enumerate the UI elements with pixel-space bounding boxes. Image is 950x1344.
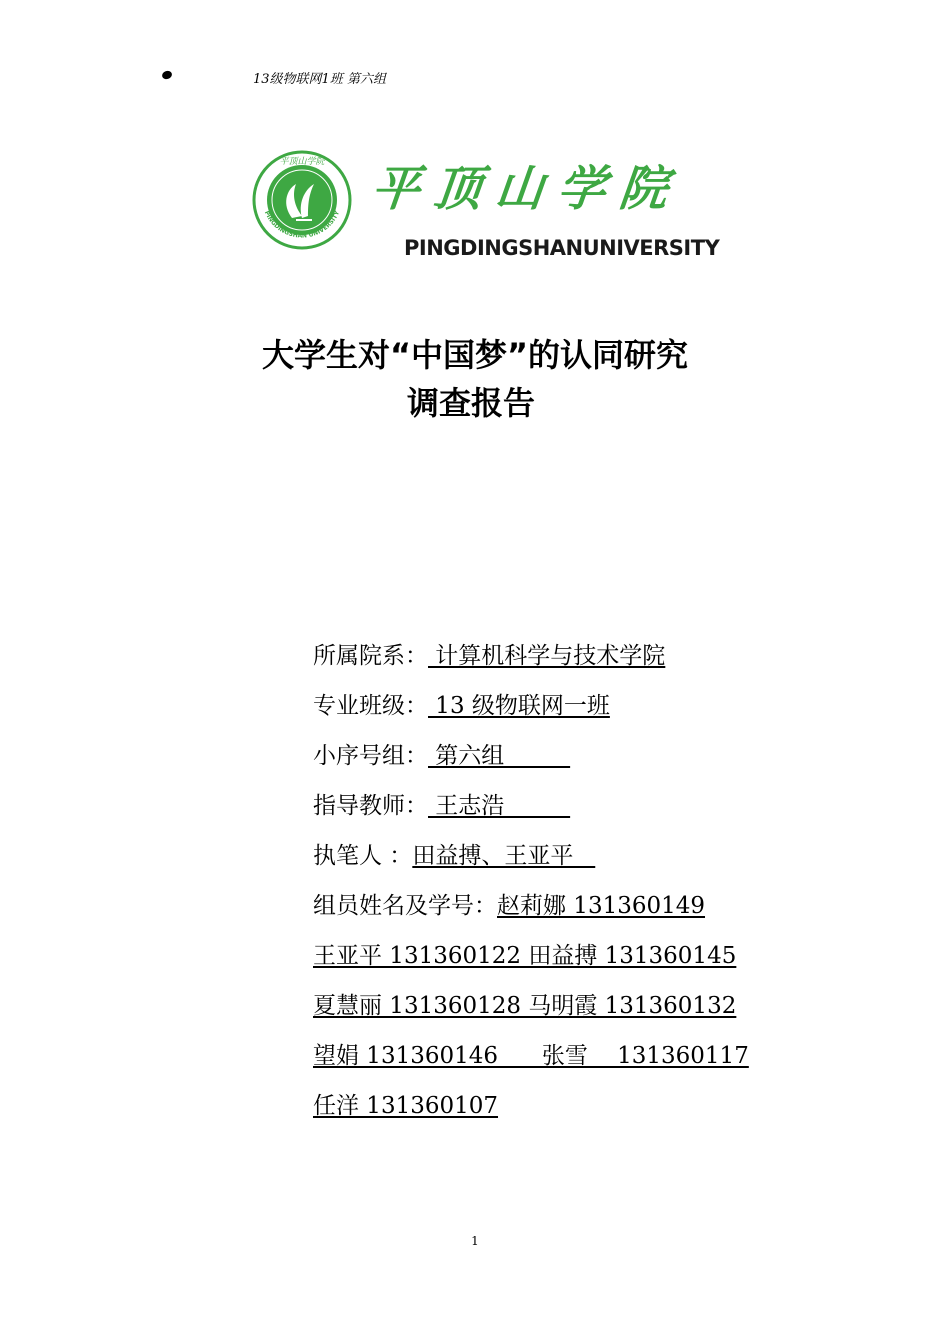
department-row (313, 631, 749, 681)
university-name-en: PINGDINGSHANUNIVERSITY (404, 236, 720, 260)
major-row (313, 681, 749, 731)
members-line4: 望娟 131360146 张雪 131360117 (313, 1043, 749, 1069)
members-line5: 任洋 131360107 (313, 1093, 499, 1119)
members-line1-value: 赵莉娜 131360149 (497, 893, 706, 919)
group-value: 第六组 (428, 743, 571, 769)
university-seal-logo (252, 150, 352, 250)
report-info-block (313, 631, 749, 1131)
report-title-line1: 大学生对“中国梦”的认同研究 (261, 336, 689, 374)
teacher-row (313, 781, 749, 831)
members-label: 组员姓名及学号： (313, 893, 497, 919)
page-header: 13级物联网1班 第六组 (253, 72, 386, 87)
members-row (313, 881, 749, 931)
major-value: 13 级物联网一班 (428, 693, 610, 719)
page-number: 1 (471, 1234, 479, 1248)
seal-top-text: 平顶山学院 (279, 157, 325, 167)
members-line2: 王亚平 131360122 田益搏 131360145 (313, 943, 737, 969)
members-line3: 夏慧丽 131360128 马明霞 131360132 (313, 993, 737, 1019)
department-value: 计算机科学与技术学院 (428, 643, 666, 669)
report-title-line2: 调查报告 (406, 384, 535, 422)
group-row (313, 731, 749, 781)
writer-row (313, 831, 749, 881)
group-label: 小序号组： (313, 743, 428, 769)
teacher-value: 王志浩 (428, 793, 571, 819)
writer-value: 田益搏、王亚平 (412, 843, 596, 869)
header-bullet (161, 70, 173, 81)
writer-label: 执笔人 ： (313, 843, 413, 869)
department-label: 所属院系： (313, 643, 428, 669)
teacher-label: 指导教师： (313, 793, 428, 819)
university-name-cn: 平顶山学院 (368, 161, 685, 217)
seal-bottom-text: PINGDINGSHAN UNIVERSITY (262, 209, 342, 240)
major-label: 专业班级： (313, 693, 428, 719)
